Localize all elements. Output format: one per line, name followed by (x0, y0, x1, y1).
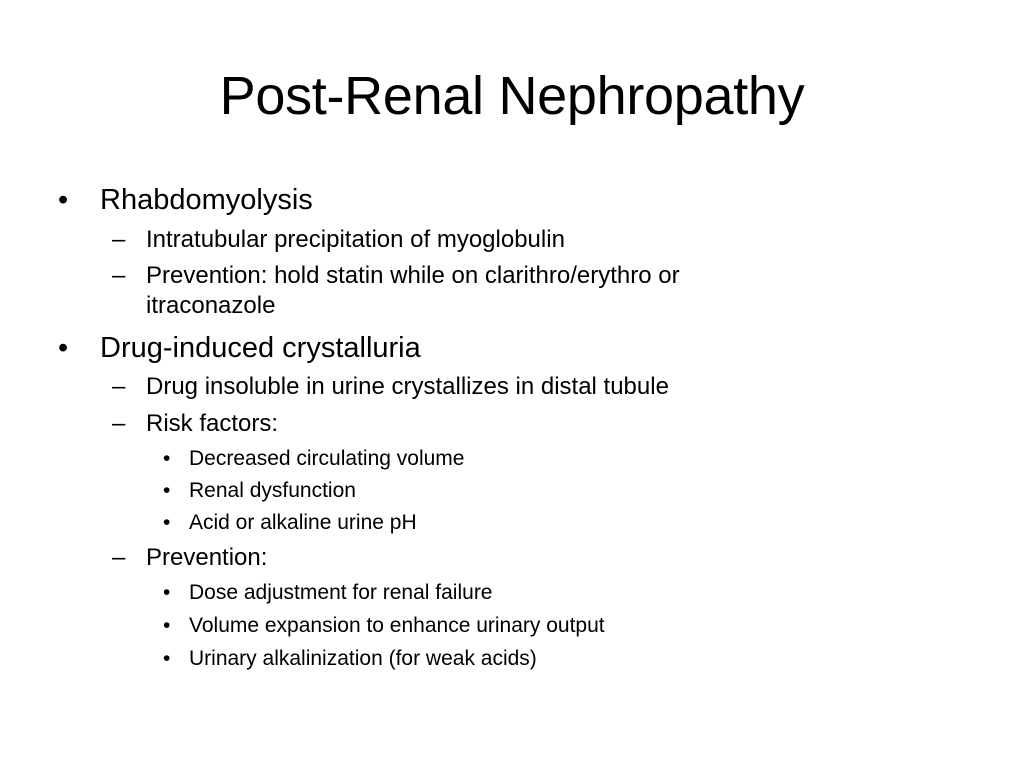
sub-bullet-marker: • (163, 447, 171, 470)
bullet-text: Rhabdomyolysis (100, 184, 313, 216)
sub-bullet-drug-insoluble (0, 372, 1024, 402)
sub-sub-bullet-text: Decreased circulating volume (189, 447, 465, 470)
sub-bullet-risk-factors (0, 409, 1024, 439)
dash-marker: – (112, 410, 126, 437)
sub-sub-bullet-text: Urinary alkalinization (for weak acids) (189, 647, 537, 670)
sub-sub-bullet-text: Acid or alkaline urine pH (189, 511, 417, 534)
sub-sub-bullet-text: Volume expansion to enhance urinary output (189, 614, 605, 637)
sub-bullet-marker: • (163, 647, 171, 670)
slide-title: Post-Renal Nephropathy (219, 66, 805, 126)
sub-bullet-text: Drug insoluble in urine crystallizes in distal tubule (146, 373, 669, 400)
dash-marker: – (112, 262, 126, 289)
sub-sub-bullet-renal-dysfunction (0, 478, 1024, 504)
sub-bullet-marker: • (163, 614, 171, 637)
sub-bullet-marker: • (163, 511, 171, 534)
sub-bullet-text: Risk factors: (146, 410, 279, 437)
sub-sub-bullet-decreased-volume (0, 446, 1024, 472)
sub-sub-bullet-text: Dose adjustment for renal failure (189, 581, 493, 604)
bullet-marker: • (58, 332, 69, 364)
sub-bullet-marker: • (163, 479, 171, 502)
dash-marker: – (112, 226, 126, 253)
bullet-marker: • (58, 184, 69, 216)
sub-bullet-text-continued: itraconazole (146, 292, 276, 319)
sub-bullet-text: Intratubular precipitation of myoglobulin (146, 226, 565, 253)
sub-bullet-myoglobulin (0, 225, 1024, 255)
bullet-text: Drug-induced crystalluria (100, 332, 421, 364)
sub-bullet-prevention (0, 543, 1024, 573)
sub-bullet-text: Prevention: (146, 544, 268, 571)
sub-sub-bullet-text: Renal dysfunction (189, 479, 356, 502)
sub-sub-bullet-urinary-alkalinization (0, 646, 1024, 672)
sub-bullet-marker: • (163, 581, 171, 604)
dash-marker: – (112, 373, 126, 400)
sub-sub-bullet-urine-ph (0, 510, 1024, 536)
sub-bullet-text: Prevention: hold statin while on clarithro/erythro or (146, 262, 680, 289)
sub-bullet-prevention-statin-continued (0, 291, 1024, 321)
bullet-rhabdomyolysis (0, 183, 1024, 217)
bullet-drug-induced-crystalluria (0, 331, 1024, 365)
sub-bullet-prevention-statin (0, 261, 1024, 291)
sub-sub-bullet-dose-adjustment (0, 580, 1024, 606)
dash-marker: – (112, 544, 126, 571)
sub-sub-bullet-volume-expansion (0, 613, 1024, 639)
